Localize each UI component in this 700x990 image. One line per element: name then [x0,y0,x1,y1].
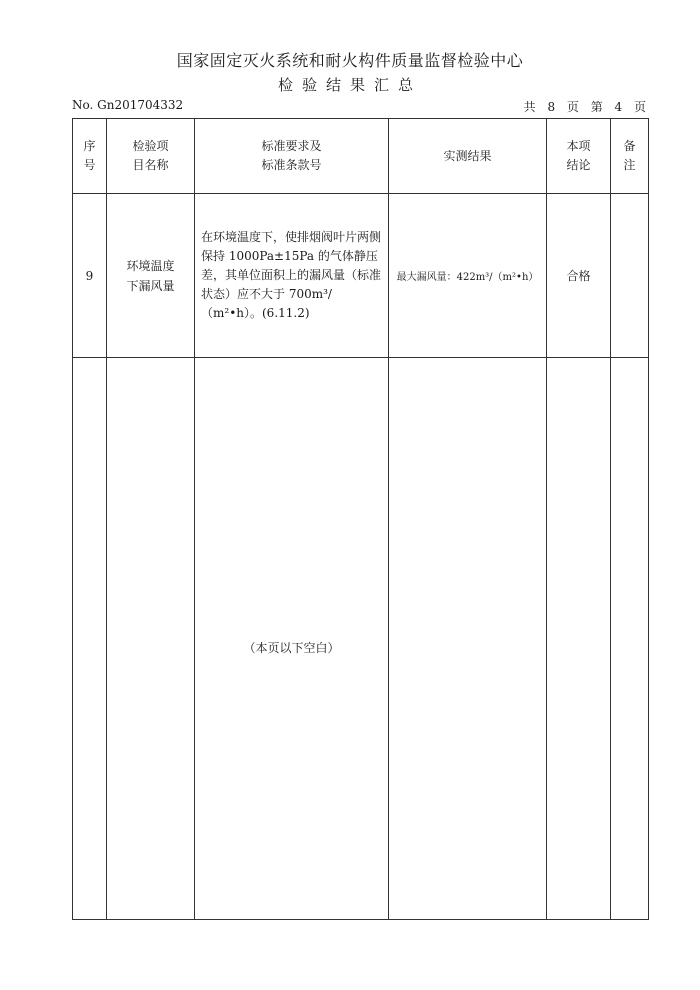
table-header-row [73,119,649,194]
col-header-conclusion: 本项 结论 [547,119,611,194]
report-number: No. Gn201704332 [72,98,184,112]
row-remark [611,194,649,358]
row-item-name: 环境温度 下漏风量 [107,194,195,358]
col-header-seq: 序 号 [73,119,107,194]
col-header-result: 实测结果 [389,119,547,194]
blank-note: （本页以下空白） [243,641,340,655]
row-seq: 9 [73,194,107,358]
col-header-requirement: 标准要求及 标准条款号 [195,119,389,194]
org-title: 国家固定灭火系统和耐火构件质量监督检验中心 [176,51,524,70]
row-conclusion: 合格 [547,194,611,358]
page-info: 共 8 页 第 4 页 [523,100,648,114]
blank-row [73,358,649,920]
results-table [72,118,649,920]
table-row [73,194,649,358]
col-header-item: 检验项 目名称 [107,119,195,194]
doc-title: 检验结果汇总 [277,76,422,94]
col-header-remark: 备 注 [611,119,649,194]
row-result: 最大漏风量：422m³/（m²•h） [389,194,547,358]
row-requirement: 在环境温度下，使排烟阀叶片两侧保持 1000Pa±15Pa 的气体静压差，其单位面积上的漏风量（标准状态）应不大于 700m³/（m²•h）。(6.11.2) [195,194,389,358]
